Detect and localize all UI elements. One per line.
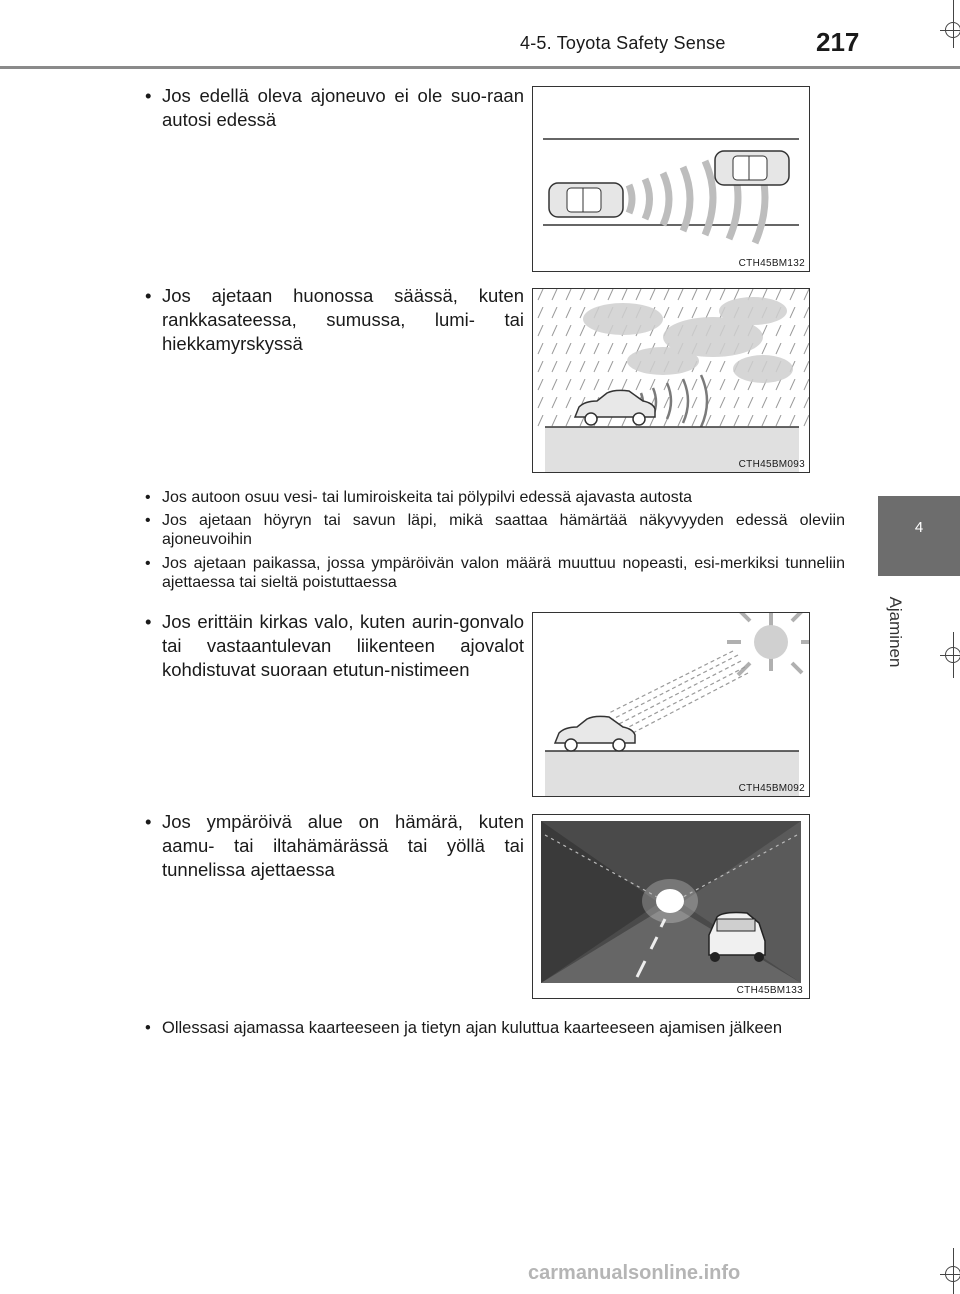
figure-code: CTH45BM132: [738, 258, 805, 269]
figure-tunnel: [532, 814, 810, 999]
list-item-text: Jos erittäin kirkas valo, kuten aurin-gonvalo tai vastaantulevan liikenteen ajovalot kohdistuvat suoraan etutun-nistimeen: [162, 611, 524, 680]
list-item: [145, 1018, 845, 1038]
bullet-icon: •: [145, 512, 151, 529]
list-item: [145, 554, 845, 592]
list-item-text: Ollessasi ajamassa kaarteeseen ja tietyn ajan kuluttua kaarteeseen ajamisen jälkeen: [162, 1019, 783, 1037]
page-number: 217: [816, 27, 860, 57]
list-item: [145, 488, 845, 507]
list-item-text: Jos ympäröivä alue on hämärä, kuten aamu- tai iltahämärässä tai yöllä tai tunnelissa ajettaessa: [162, 811, 524, 880]
lead-car-icon: [715, 151, 789, 185]
bullet-icon: •: [145, 285, 152, 306]
list-item: [145, 284, 524, 356]
chapter-label: [883, 592, 907, 672]
bright-light-illustration: [533, 613, 809, 796]
bullet-icon: •: [145, 489, 151, 506]
crop-mark-top-right-h: [940, 30, 960, 31]
figure-bright-light: [532, 612, 810, 797]
figure-code: CTH45BM092: [738, 783, 805, 794]
figure-code: CTH45BM093: [738, 459, 805, 470]
chapter-number: 4: [914, 519, 924, 536]
list-item: [145, 511, 845, 549]
car-side-icon: [555, 716, 635, 751]
watermark: carmanualsonline.info: [528, 1262, 741, 1284]
bullet-icon: •: [145, 611, 152, 632]
offset-vehicle-illustration: [533, 87, 809, 271]
figure-offset-vehicle: [532, 86, 810, 272]
bullet-icon: •: [145, 1019, 151, 1037]
bad-weather-illustration: [533, 289, 809, 472]
crop-mark-bottom-right-h: [940, 1274, 960, 1275]
list-item-text: Jos ajetaan paikassa, jossa ympäröivän valon määrä muuttuu nopeasti, esi-merkiksi tunneliin ajettaessa tai sieltä poistuttaessa: [162, 555, 845, 591]
header-rule: [0, 66, 960, 69]
tunnel-illustration: [533, 815, 809, 998]
list-item: [145, 84, 524, 132]
figure-code: CTH45BM133: [736, 985, 803, 996]
figure-bad-weather: [532, 288, 810, 473]
list-item-text: Jos ajetaan huonossa säässä, kuten rankkasateessa, sumussa, lumi- tai hiekkamyrskyssä: [162, 285, 524, 354]
list-item: [145, 810, 524, 882]
chapter-tab: [878, 496, 960, 576]
own-car-icon: [549, 183, 623, 217]
bullet-icon: •: [145, 555, 151, 572]
chapter-label-text: Ajaminen: [886, 596, 905, 668]
list-item-text: Jos autoon osuu vesi- tai lumiroiskeita tai pölypilvi edessä ajavasta autosta: [162, 489, 693, 506]
bullet-icon: •: [145, 85, 152, 106]
section-title: 4-5. Toyota Safety Sense: [520, 33, 726, 53]
bullet-icon: •: [145, 811, 152, 832]
crop-mark-mid-right-h: [940, 655, 960, 656]
list-item-text: Jos ajetaan höyryn tai savun läpi, mikä saattaa hämärtää näkyvyyden edessä oleviin ajoneuvoihin: [162, 512, 845, 548]
list-item: [145, 610, 524, 682]
list-item-text: Jos edellä oleva ajoneuvo ei ole suo-raan autosi edessä: [162, 85, 524, 130]
